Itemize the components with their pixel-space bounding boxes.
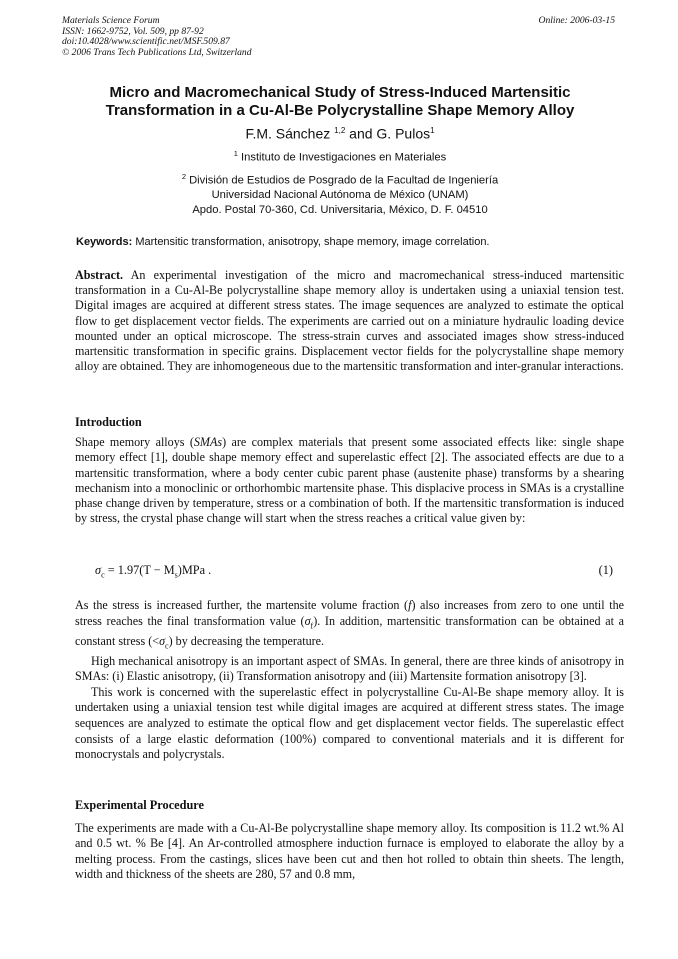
affiliation-1-sup: 1 xyxy=(233,148,238,158)
affiliation-2-line-2: Universidad Nacional Autónoma de México (UNAM) xyxy=(211,189,469,202)
paper-title xyxy=(60,84,620,120)
abstract xyxy=(75,268,624,374)
abstract-text: An experimental investigation of the micro and macromechanical stress-induced martensitic transformation in a Cu-Al-Be polycrystalline shape memory alloy is undertaken using a uniaxial tension test. Digital images are acquired at different stress states. The image sequences are analyzed to estimate the optical flow to get displacement vector fields. The experiments are carried out on a miniature hydraulic loading device mounted under an optical microscope. The stress-strain curves and associated images show stress-induced martensitic transformation in specific grains. Displacement vector fields for the polycrystalline shape memory alloy are obtained. They are inhomogeneous due to the martensitic transformation and inter-granular interactions. xyxy=(75,268,624,374)
experimental-heading: Experimental Procedure xyxy=(75,798,204,812)
affiliation-1-text: Instituto de Investigaciones en Materiales xyxy=(241,151,447,164)
author-1: F.M. Sánchez xyxy=(245,125,331,142)
title-line-2: Transformation in a Cu-Al-Be Polycrystalline Shape Memory Alloy xyxy=(105,102,575,119)
affiliation-2-sup: 2 xyxy=(181,171,186,181)
title-block xyxy=(60,84,620,217)
experimental-section xyxy=(75,798,624,882)
journal-name: Materials Science Forum xyxy=(62,15,160,26)
keywords xyxy=(76,236,636,248)
doi: doi:10.4028/www.scientific.net/MSF.509.87 xyxy=(62,36,230,47)
author-2: and G. Pulos xyxy=(349,125,431,142)
intro-paragraph-4: This work is concerned with the superelastic effect in polycrystalline Cu-Al-Be shape memory alloy. It is undertaken using a uniaxial tension test while digital images are acquired at different stress states. The image sequences are analyzed to estimate the optical flow and get displacement vector fields. The superelastic effect consists of a large elastic deformation (100%) compared to conventional materials and it is different for monocrystals and polycrystals. xyxy=(75,684,624,762)
intro-paragraph-2: As the stress is increased further, the martensite volume fraction (f) also increases from zero to one until the stress reaches the final transformation value $(\sigma_f)$. In addition, martensitic transformation can be obtained at a constant stress $(<\sigma_c)$ by decreasing the temperature. xyxy=(75,598,624,650)
equation-1: $\sigma_c = 1.97(T - M_s)MPa$ . (1) xyxy=(95,563,613,580)
authors xyxy=(60,122,620,143)
title-line-1: Micro and Macromechanical Study of Stress-Induced Martensitic xyxy=(109,84,571,101)
author-2-affil: 1 xyxy=(430,126,435,135)
online-date: Online: 2006-03-15 xyxy=(538,15,615,26)
equation-number: (1) xyxy=(598,563,613,577)
affiliation-2-line-3: Apdo. Postal 70-360, Cd. Universitaria, México, D. F. 04510 xyxy=(192,203,488,216)
keywords-text: Martensitic transformation, anisotropy, shape memory, image correlation. xyxy=(135,236,490,248)
intro-continued xyxy=(75,598,624,763)
affiliation-2 xyxy=(60,170,620,217)
intro-paragraph-1: Shape memory alloys (SMAs) are complex materials that present some associated effects like: single shape memory effect [1], double shape memory effect and superelastic effect [2]. The associated effects are due to a martensitic transformation, where a body center cubic parent phase (austenite phase) transforms by a shearing mechanism into a monoclinic or orthorhombic martensite phase. This displacive process in SMAs is a crystalline phase change driven by temperature, stress or a combination of both. If the martensitic transformation is induced by stress, the crystal phase change will start when the stress reaches a critical value given by: xyxy=(75,435,624,526)
keywords-label: Keywords: xyxy=(76,236,133,248)
introduction-heading: Introduction xyxy=(75,415,142,429)
smas-abbrev: SMAs xyxy=(193,435,223,450)
journal-header xyxy=(62,16,252,58)
intro-paragraph-3: High mechanical anisotropy is an important aspect of SMAs. In general, there are three kinds of anisotropy in SMAs: (i) Elastic anisotropy, (ii) Transformation anisotropy and (iii) Martensite formation anisotropy [3]. xyxy=(75,653,624,684)
affiliation-2-line-1: División de Estudios de Posgrado de la Facultad de Ingeniería xyxy=(189,174,499,187)
sigma-symbol: σ xyxy=(95,563,102,577)
affiliation-1 xyxy=(60,147,620,165)
author-1-affil: 1,2 xyxy=(334,126,346,135)
experimental-paragraph-1: The experiments are made with a Cu-Al-Be polycrystalline shape memory alloy. Its composition is 11.2 wt.% Al and 0.5 wt. % Be [4]. An Ar-controlled atmosphere induction furnace is employed to elaborate the alloy by a melting process. From the castings, slices have been cut and then hot rolled to obtain thin sheets. The length, width and thickness of the sheets are 280, 57 and 0.8 mm, xyxy=(75,821,624,881)
introduction-section xyxy=(75,415,624,526)
issn: ISSN: 1662-9752, Vol. 509, pp 87-92 xyxy=(62,25,204,37)
copyright: © 2006 Trans Tech Publications Ltd, Switzerland xyxy=(62,46,252,58)
abstract-label: Abstract. xyxy=(75,268,124,282)
